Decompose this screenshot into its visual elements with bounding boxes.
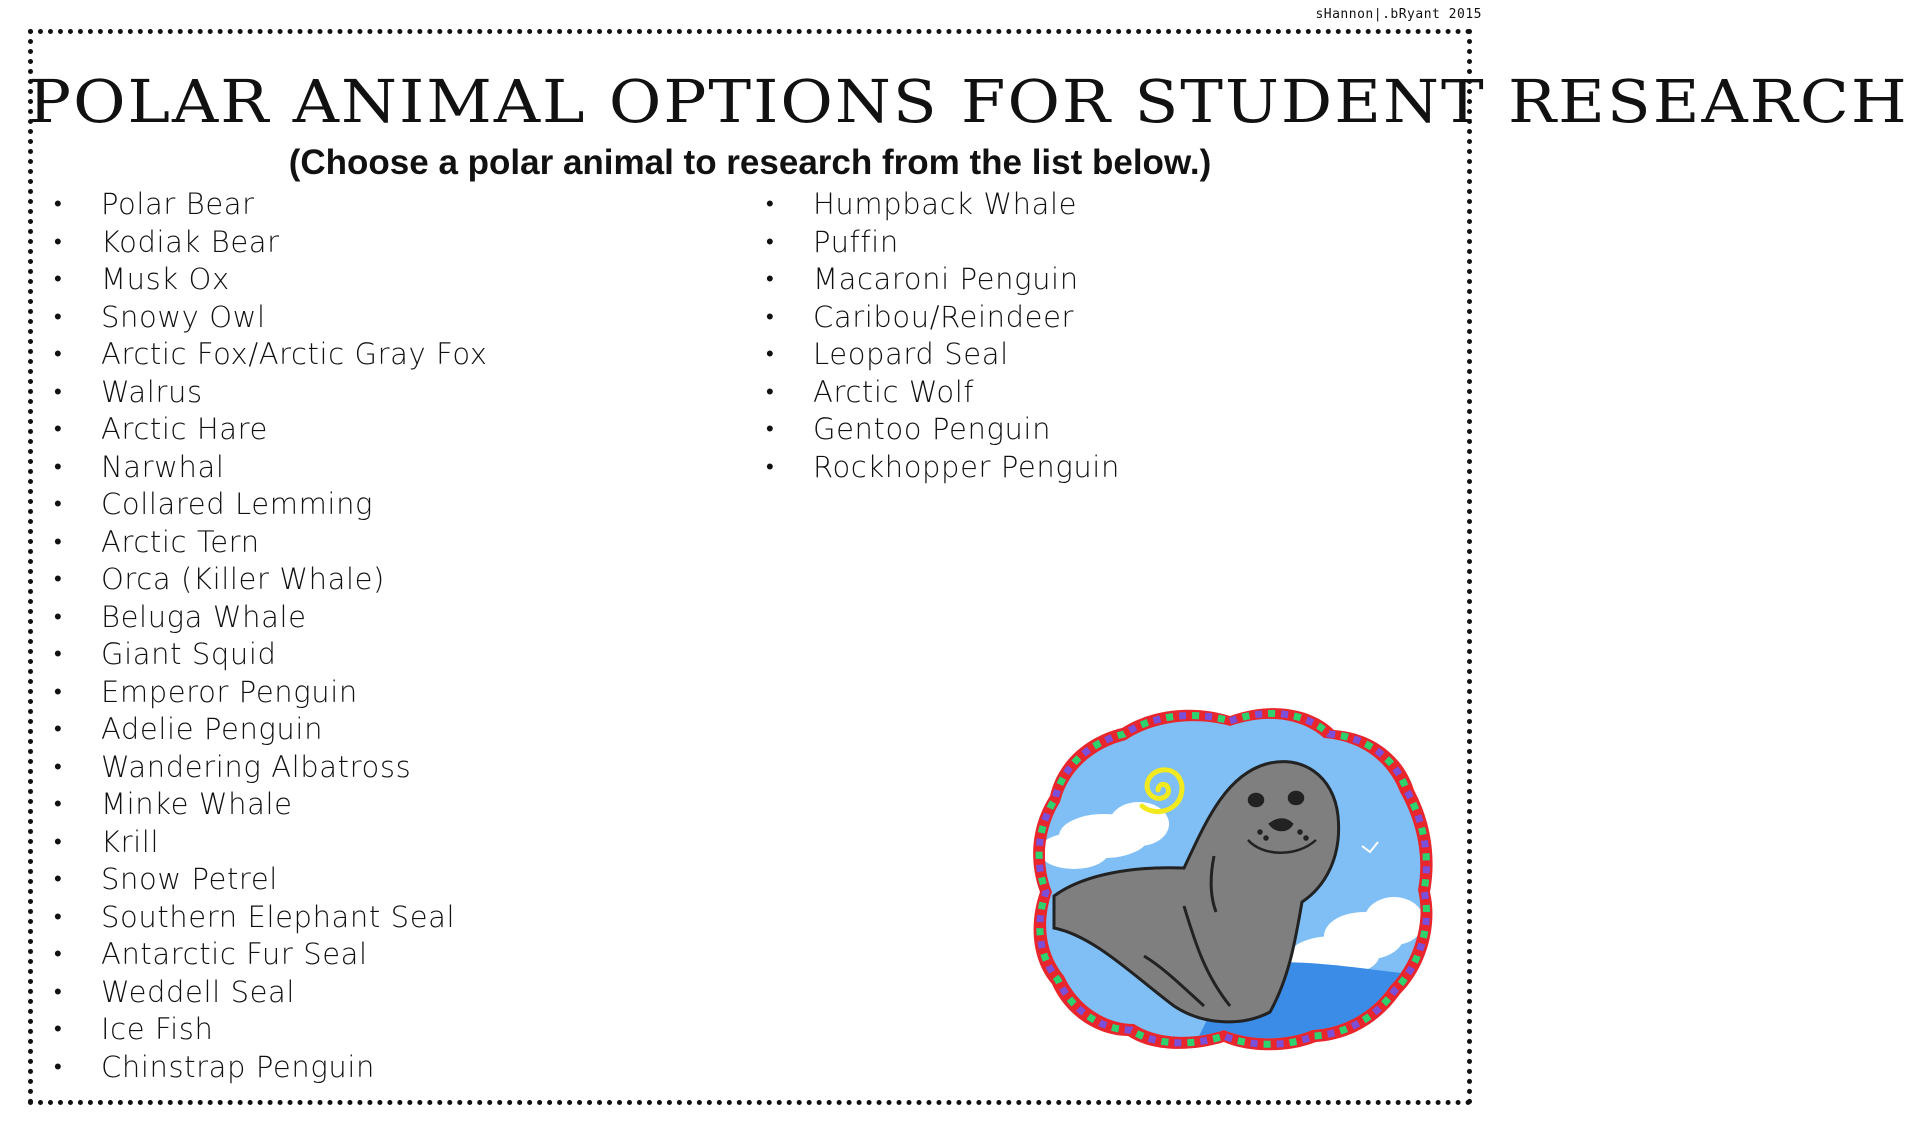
bullet-icon: • <box>54 942 63 967</box>
bullet-icon: • <box>766 342 775 367</box>
list-item-label: Gentoo Penguin <box>813 412 1052 446</box>
list-item-label: Wandering Albatross <box>101 749 412 784</box>
bullet-icon: • <box>54 754 63 780</box>
list-item-label: Macaroni Penguin <box>813 262 1079 296</box>
bullet-icon: • <box>54 454 63 480</box>
bullet-icon: • <box>54 379 63 405</box>
bullet-icon: • <box>54 1054 63 1080</box>
bullet-icon: • <box>766 304 775 330</box>
list-item-label: Adelie Penguin <box>101 712 324 746</box>
page-subtitle: (Choose a polar animal to research from the list below.) <box>288 143 1212 182</box>
bullet-icon: • <box>54 267 63 292</box>
list-item-label: Orca (Killer Whale) <box>101 562 385 596</box>
bullet-icon: • <box>766 379 775 405</box>
list-item-label: Southern Elephant Seal <box>101 899 456 934</box>
list-item-label: Snowy Owl <box>101 299 266 334</box>
bullet-icon: • <box>54 679 63 705</box>
list-item-label: Beluga Whale <box>101 599 307 634</box>
list-item-label: Narwhal <box>101 449 225 484</box>
bullet-icon: • <box>54 567 63 592</box>
list-item-label: Kodiak Bear <box>101 224 280 259</box>
list-item-label: Polar Bear <box>101 187 255 221</box>
list-item-label: Ice Fish <box>101 1012 214 1046</box>
list-item-label: Leopard Seal <box>813 337 1009 371</box>
list-item-label: Walrus <box>101 374 203 409</box>
page-title: POLAR ANIMAL OPTIONS FOR STUDENT RESEARCH <box>28 68 1909 137</box>
bullet-icon: • <box>54 642 63 667</box>
list-item-label: Emperor Penguin <box>101 674 358 709</box>
bullet-icon: • <box>54 229 63 255</box>
bullet-icon: • <box>766 417 775 442</box>
bullet-icon: • <box>54 342 63 367</box>
bullet-icon: • <box>766 454 775 480</box>
bullet-icon: • <box>54 792 63 817</box>
author-credit: sHannon|.bRyant 2015 <box>1315 7 1482 22</box>
bullet-icon: • <box>54 979 63 1005</box>
list-item-label: Collared Lemming <box>101 487 374 521</box>
bullet-icon: • <box>54 492 63 517</box>
bullet-icon: • <box>766 267 775 292</box>
list-item-label: Giant Squid <box>101 637 277 671</box>
list-item-label: Arctic Hare <box>101 412 268 446</box>
bullet-icon: • <box>54 1017 63 1042</box>
list-item-label: Antarctic Fur Seal <box>101 937 368 971</box>
list-item-label: Minke Whale <box>101 787 293 821</box>
list-item-label: Rockhopper Penguin <box>813 449 1120 484</box>
bullet-icon: • <box>54 304 63 330</box>
bullet-icon: • <box>54 192 63 217</box>
list-item-label: Arctic Fox/Arctic Gray Fox <box>101 337 488 371</box>
list-item-label: Musk Ox <box>101 262 230 296</box>
list-item-label: Arctic Wolf <box>813 374 975 409</box>
bullet-icon: • <box>54 604 63 630</box>
bullet-icon: • <box>54 529 63 555</box>
list-item-label: Caribou/Reindeer <box>813 299 1075 334</box>
bullet-icon: • <box>766 192 775 217</box>
list-item-label: Arctic Tern <box>101 524 260 559</box>
list-item-label: Krill <box>101 824 160 859</box>
list-item-label: Humpback Whale <box>813 187 1078 221</box>
list-item-label: Chinstrap Penguin <box>101 1049 375 1084</box>
list-item-label: Weddell Seal <box>101 974 296 1009</box>
list-item-label: Puffin <box>813 224 899 259</box>
bullet-icon: • <box>766 229 775 255</box>
bullet-icon: • <box>54 417 63 442</box>
bullet-icon: • <box>54 867 63 892</box>
bullet-icon: • <box>54 717 63 742</box>
list-item-label: Snow Petrel <box>101 862 278 896</box>
seal-illustration-icon <box>1034 706 1426 1046</box>
bullet-icon: • <box>54 904 63 930</box>
bullet-icon: • <box>54 829 63 855</box>
